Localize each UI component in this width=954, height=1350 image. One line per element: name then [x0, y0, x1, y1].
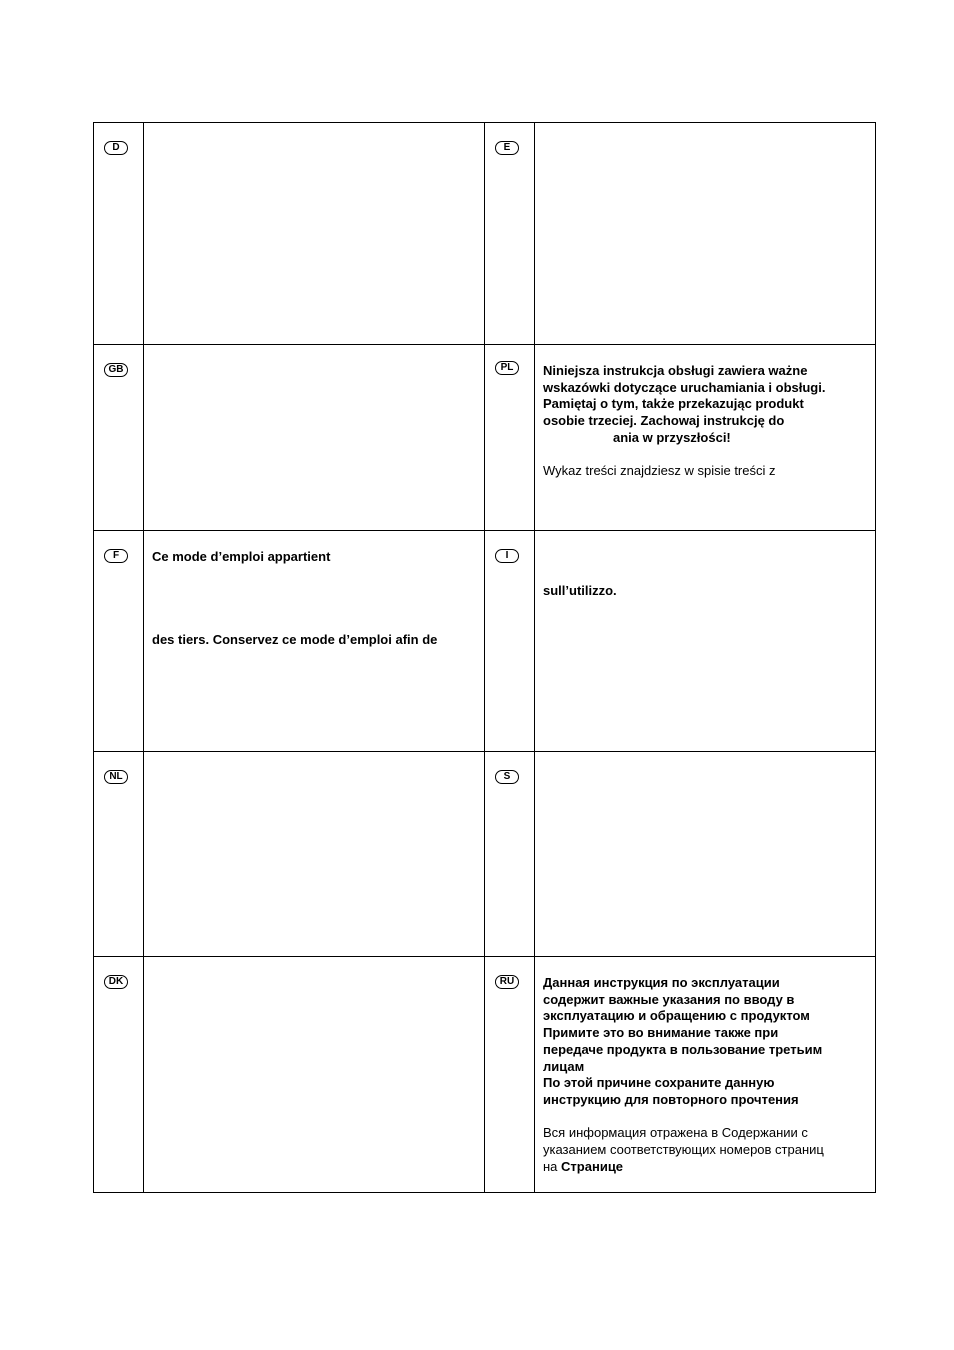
cell-code-nl	[94, 752, 144, 957]
language-badge-d: D	[104, 141, 128, 155]
language-badge-f: F	[104, 549, 128, 563]
row-5	[94, 957, 876, 1193]
language-badge-gb: GB	[104, 363, 128, 377]
cell-text-e	[535, 123, 876, 345]
pl-text-line-5: ania w przyszłości!	[613, 429, 731, 445]
f-text-line-1: Ce mode d’emploi appartient	[152, 549, 331, 564]
language-badge-e: E	[495, 141, 519, 155]
cell-code-d	[94, 123, 144, 345]
cell-code-pl	[485, 345, 535, 531]
ru-text-line-6: лицам	[543, 1058, 585, 1074]
ru-note-line-3	[543, 1159, 867, 1176]
cell-text-ru	[535, 957, 876, 1193]
cell-code-f	[94, 531, 144, 752]
language-badge-s: S	[495, 770, 519, 784]
ru-text-line-8: инструкцию для повторного прочтения	[543, 1091, 799, 1107]
cell-text-dk	[144, 957, 485, 1193]
ru-text-line-1: Данная инструкция по эксплуатации	[543, 975, 780, 990]
cell-text-i	[535, 531, 876, 752]
language-badge-ru: RU	[495, 975, 519, 989]
pl-text-line-1: Niniejsza instrukcja obsługi zawiera ważne	[543, 363, 808, 378]
pl-contents-note: Wykaz treści znajdziesz w spisie treści z	[543, 463, 776, 479]
pl-text-line-3: Pamiętaj o tym, także przekazując produkt	[543, 396, 804, 412]
ru-text-line-4: Примите это во внимание также при	[543, 1025, 779, 1041]
cell-text-gb	[144, 345, 485, 531]
ru-text-line-3: эксплуатацию и обращению с продуктом	[543, 1008, 810, 1024]
cell-text-d	[144, 123, 485, 345]
row-2	[94, 345, 876, 531]
cell-code-e	[485, 123, 535, 345]
cell-text-nl	[144, 752, 485, 957]
ru-note-prefix: на	[543, 1158, 558, 1174]
language-badge-dk: DK	[104, 975, 128, 989]
cell-text-pl	[535, 345, 876, 531]
cell-code-ru	[485, 957, 535, 1193]
language-badge-i: I	[495, 549, 519, 563]
ru-note-line-1: Вся информация отражена в Содержании с	[543, 1125, 808, 1141]
cell-code-dk	[94, 957, 144, 1193]
language-badge-nl: NL	[104, 770, 128, 784]
cell-text-s	[535, 752, 876, 957]
cell-code-gb	[94, 345, 144, 531]
ru-note-page-word: Странице	[561, 1158, 624, 1174]
f-text-line-2: des tiers. Conservez ce mode d’emploi afin de	[152, 631, 438, 647]
cell-code-i	[485, 531, 535, 752]
language-grid	[93, 122, 876, 1193]
row-1	[94, 123, 876, 345]
i-text-line-1: sull’utilizzo.	[543, 583, 617, 598]
cell-text-f	[144, 531, 485, 752]
ru-text-line-2: содержит важные указания по вводу в	[543, 991, 795, 1007]
row-3	[94, 531, 876, 752]
ru-note-line-2: указанием соответствующих номеров страниц	[543, 1142, 824, 1158]
cell-code-s	[485, 752, 535, 957]
ru-text-line-7: По этой причине сохраните данную	[543, 1075, 775, 1091]
pl-text-line-4: osobie trzeciej. Zachowaj instrukcję do	[543, 413, 785, 429]
language-badge-pl: PL	[495, 361, 519, 375]
row-4	[94, 752, 876, 957]
ru-text-line-5: передаче продукта в пользование третьим	[543, 1041, 823, 1057]
pl-text-line-2: wskazówki dotyczące uruchamiania i obsługi.	[543, 379, 826, 395]
